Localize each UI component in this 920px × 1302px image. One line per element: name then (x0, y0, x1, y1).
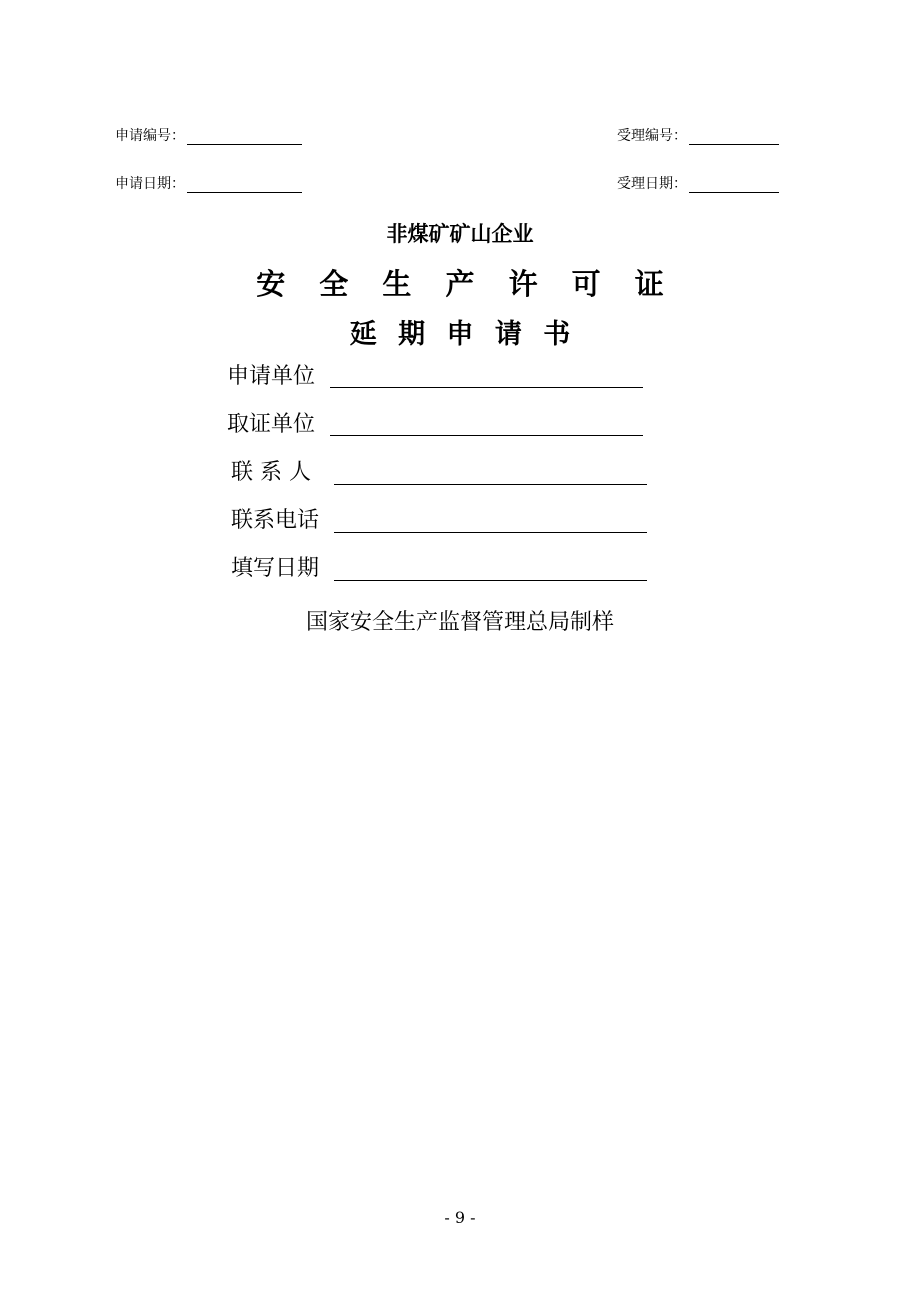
fill-date-label: 填写日期 (231, 556, 320, 581)
accept-number-blank (689, 130, 779, 145)
contact-phone-label: 联系电话 (231, 508, 320, 533)
accept-number-row (617, 127, 779, 145)
accept-date-row (617, 175, 779, 193)
applicant-label: 申请单位 (227, 364, 316, 389)
sub-title: 延 期 申 请 书 (349, 319, 577, 350)
apply-number-blank (187, 130, 302, 145)
main-title: 安 全 生 产 许 可 证 (256, 267, 676, 301)
cert-unit-label: 取证单位 (227, 412, 316, 437)
apply-date-blank (187, 178, 302, 193)
applicant-field[interactable] (330, 387, 643, 388)
issuer-line: 国家安全生产监督管理总局制样 (305, 610, 614, 635)
fill-date-field[interactable] (334, 580, 647, 581)
accept-date-blank (689, 178, 779, 193)
accept-number-label: 受理编号： (617, 128, 687, 144)
cert-unit-field[interactable] (330, 435, 643, 436)
apply-number-label: 申请编号： (115, 128, 185, 144)
page-number: - 9 - (444, 1208, 476, 1227)
apply-date-row (115, 175, 302, 193)
contact-person-label: 联 系 人 (231, 460, 311, 485)
accept-date-label: 受理日期： (617, 176, 687, 192)
apply-date-label: 申请日期： (115, 176, 185, 192)
apply-number-row (115, 127, 302, 145)
contact-person-field[interactable] (334, 484, 647, 485)
category-title: 非煤矿矿山企业 (386, 222, 534, 246)
contact-phone-field[interactable] (334, 532, 647, 533)
